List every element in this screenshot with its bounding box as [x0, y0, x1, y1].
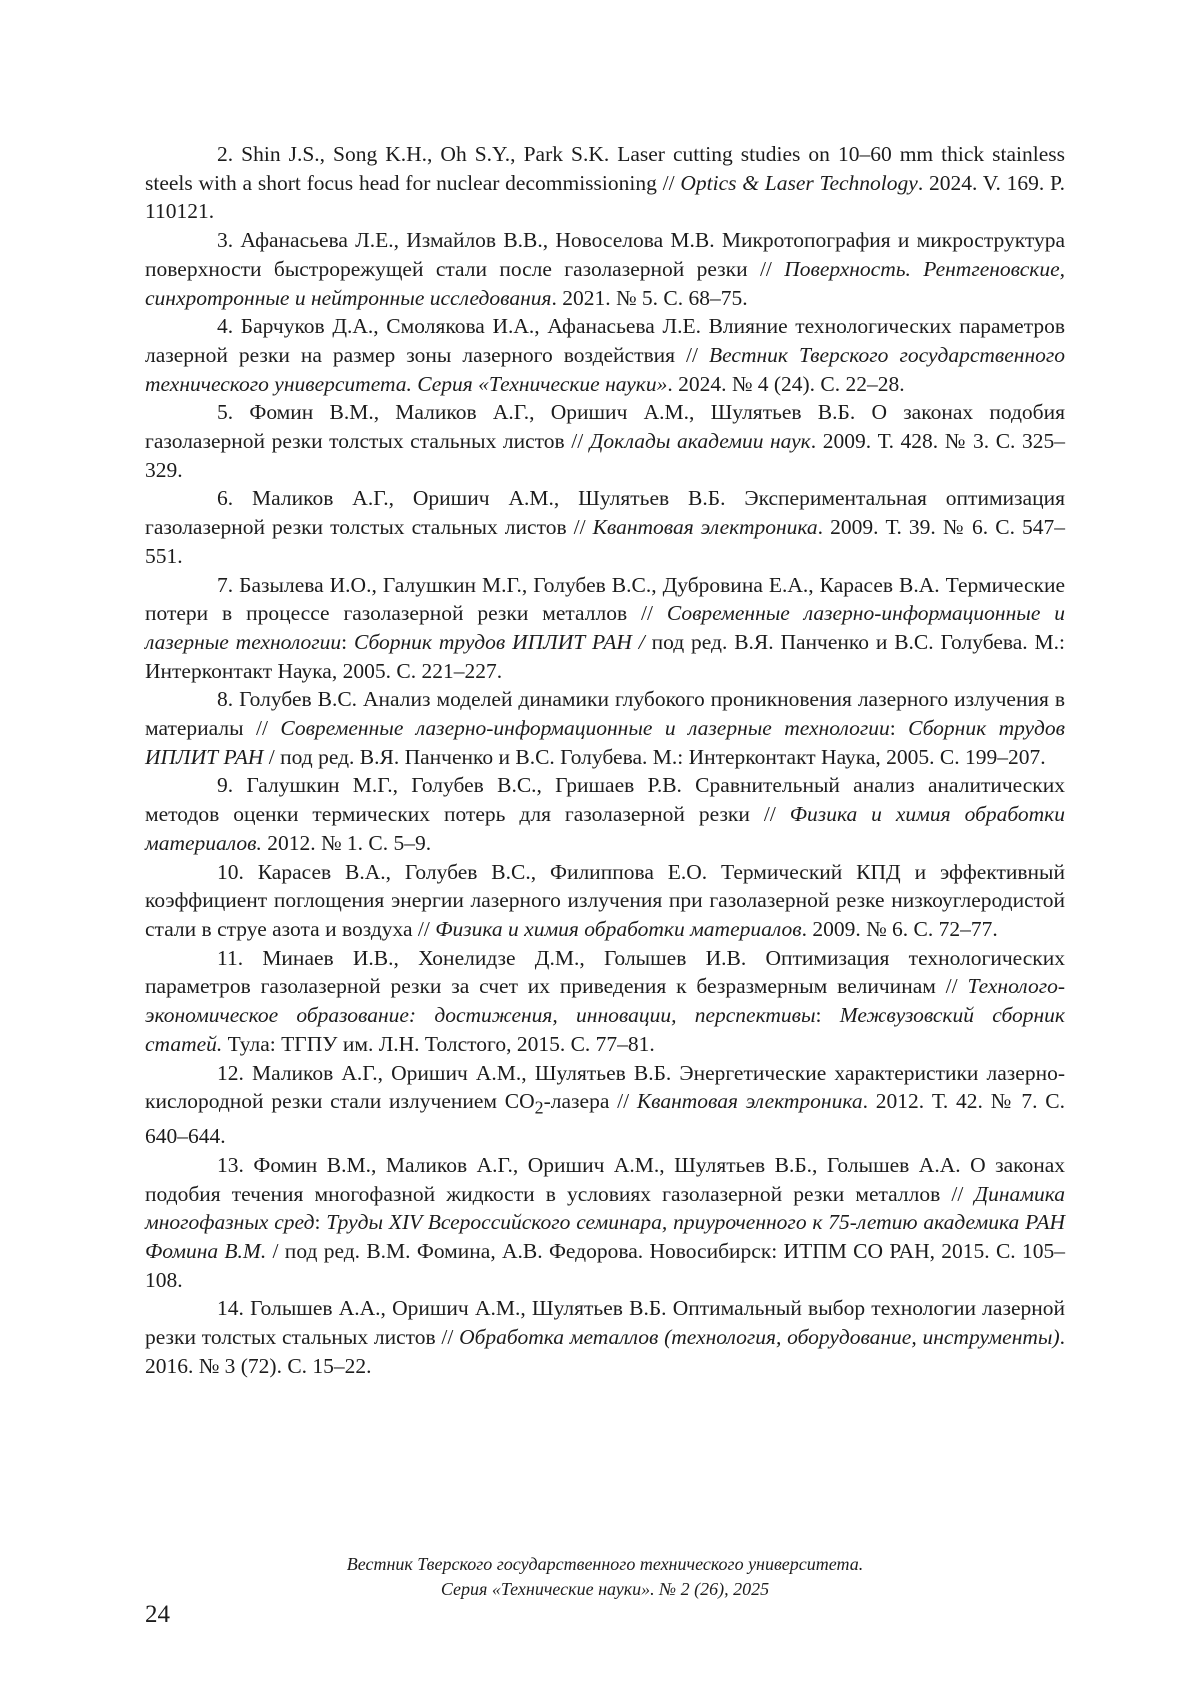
reference-text: Минаев И.В., Хонелидзе Д.М., Голышев И.В. Оптимизация технологических параметров газолазерной резки за счет их приведения к безразмерным величинам // [145, 946, 1065, 999]
reference-item [145, 398, 1065, 484]
reference-number: 5. [217, 400, 233, 424]
reference-number: 10. [217, 860, 244, 884]
reference-item [145, 226, 1065, 312]
reference-source: Современные лазерно-информационные и лазерные технологии [280, 716, 889, 740]
reference-item [145, 685, 1065, 771]
reference-source: Обработка металлов (технология, оборудование, инструменты) [459, 1325, 1060, 1349]
reference-list [145, 140, 1065, 1381]
reference-number: 7. [217, 573, 233, 597]
reference-text: -лазера // [544, 1089, 637, 1113]
reference-text: . 2021. № 5. С. 68–75. [551, 286, 747, 310]
reference-text: . 2009. Т. 39. № 6. С. 547–551. [145, 515, 1065, 568]
page-number: 24 [145, 1600, 170, 1630]
reference-number: 2. [217, 142, 233, 166]
reference-text: . 2009. Т. 428. № 3. С. 325–329. [145, 429, 1065, 482]
reference-text: 2012. № 1. С. 5–9. [262, 831, 431, 855]
reference-source: Динамика многофазных сред [145, 1182, 1065, 1235]
reference-item [145, 858, 1065, 944]
reference-source: Доклады академии наук [590, 429, 811, 453]
reference-text: . 2024. № 4 (24). С. 22–28. [667, 372, 904, 396]
reference-text: . 2009. № 6. С. 72–77. [802, 917, 998, 941]
reference-source: Optics & Laser Technology [680, 171, 917, 195]
reference-source: Квантовая электроника [593, 515, 818, 539]
reference-source: Труды XIV Всероссийского семинара, приуроченного к 75-летию академика РАН Фомина В.М. [145, 1210, 1065, 1263]
reference-text: Фомин В.М., Маликов А.Г., Оришич А.М., Шулятьев В.Б. О законах подобия газолазерной резки толстых стальных листов // [145, 400, 1065, 453]
reference-text: / под ред. В.Я. Панченко и В.С. Голубева. М.: Интерконтакт Наука, 2005. С. 199–207. [263, 745, 1045, 769]
reference-item [145, 771, 1065, 857]
reference-text: . 2012. Т. 42. № 7. С. 640–644. [145, 1089, 1065, 1148]
reference-item [145, 571, 1065, 686]
reference-text: : [314, 1210, 326, 1234]
reference-text: Фомин В.М., Маликов А.Г., Оришич А.М., Шулятьев В.Б., Голышев А.А. О законах подобия течения многофазной жидкости в условиях газолазерной резки металлов // [145, 1153, 1065, 1206]
reference-number: 14. [217, 1296, 244, 1320]
reference-text: Афанасьева Л.Е., Измайлов В.В., Новоселова М.В. Микротопография и микроструктура поверхности быстрорежущей стали после газолазерной резки // [145, 228, 1065, 281]
footer-line-1: Вестник Тверского государственного технического университета. [145, 1552, 1065, 1577]
reference-source: Технолого-экономическое образование: достижения, инновации, перспективы [145, 974, 1065, 1027]
reference-number: 8. [217, 687, 233, 711]
reference-text: Голубев В.С. Анализ моделей динамики глубокого проникновения лазерного излучения в материалы // [145, 687, 1065, 740]
reference-text: Базылева И.О., Галушкин М.Г., Голубев В.С., Дубровина Е.А., Карасев В.А. Термические потери в процессе газолазерной резки металлов // [145, 573, 1065, 626]
reference-number: 13. [217, 1153, 244, 1177]
reference-source: Физика и химия обработки материалов [435, 917, 801, 941]
reference-text: под ред. В.Я. Панченко и В.С. Голубева. М.: Интерконтакт Наука, 2005. С. 221–227. [145, 630, 1065, 683]
reference-item [145, 312, 1065, 398]
reference-number: 9. [217, 773, 233, 797]
reference-item [145, 1151, 1065, 1295]
reference-text: Барчуков Д.А., Смолякова И.А., Афанасьева Л.Е. Влияние технологических параметров лазерной резки на размер зоны лазерного воздействия // [145, 314, 1065, 367]
reference-item [145, 944, 1065, 1059]
reference-text: . 2024. V. 169. P. 110121. [145, 171, 1065, 224]
reference-source: Физика и химия обработки материалов. [145, 802, 1065, 855]
reference-number: 6. [217, 486, 233, 510]
reference-source: Вестник Тверского государственного технического университета. Серия «Технические науки» [145, 343, 1065, 396]
reference-source: Квантовая электроника [637, 1089, 863, 1113]
footer-line-2: Серия «Технические науки». № 2 (26), 2025 [145, 1577, 1065, 1602]
reference-source: Сборник трудов ИПЛИТ РАН / [354, 630, 645, 654]
reference-number: 4. [217, 314, 233, 338]
reference-text: Маликов А.Г., Оришич А.М., Шулятьев В.Б. Энергетические характеристики лазерно-кислородной резки стали излучением CO [145, 1061, 1065, 1114]
journal-footer [145, 1552, 1065, 1602]
reference-number: 11. [217, 946, 243, 970]
reference-text: Shin J.S., Song K.H., Oh S.Y., Park S.K. Laser cutting studies on 10–60 mm thick stainless steels with a short focus head for nuclear decommissioning // [145, 142, 1065, 195]
reference-text: 2 [535, 1098, 544, 1118]
reference-number: 12. [217, 1061, 244, 1085]
reference-text: Тула: ТГПУ им. Л.Н. Толстого, 2015. С. 77–81. [222, 1032, 655, 1056]
reference-item [145, 1059, 1065, 1151]
reference-text: : [816, 1003, 840, 1027]
reference-item [145, 1294, 1065, 1380]
reference-source: Сборник трудов ИПЛИТ РАН [145, 716, 1065, 769]
reference-source: Поверхность. Рентгеновские, синхротронные и нейтронные исследования [145, 257, 1065, 310]
reference-source: Современные лазерно-информационные и лазерные технологии [145, 601, 1065, 654]
reference-text: : [890, 716, 908, 740]
reference-text: Галушкин М.Г., Голубев В.С., Гришаев Р.В. Сравнительный анализ аналитических методов оценки термических потерь для газолазерной резки // [145, 773, 1065, 826]
reference-text: Голышев А.А., Оришич А.М., Шулятьев В.Б. Оптимальный выбор технологии лазерной резки толстых стальных листов // [145, 1296, 1065, 1349]
reference-text: . 2016. № 3 (72). С. 15–22. [145, 1325, 1065, 1378]
reference-text: : [341, 630, 354, 654]
reference-text: Маликов А.Г., Оришич А.М., Шулятьев В.Б. Экспериментальная оптимизация газолазерной резки толстых стальных листов // [145, 486, 1065, 539]
reference-item [145, 484, 1065, 570]
reference-source: Межвузовский сборник статей. [145, 1003, 1065, 1056]
page [0, 0, 1200, 1697]
reference-text: Карасев В.А., Голубев В.С., Филиппова Е.О. Термический КПД и эффективный коэффициент поглощения энергии лазерного излучения при газолазерной резке низкоуглеродистой стали в струе азота и воздуха // [145, 860, 1065, 941]
reference-item [145, 140, 1065, 226]
reference-number: 3. [217, 228, 233, 252]
reference-text: / под ред. В.М. Фомина, А.В. Федорова. Новосибирск: ИТПМ СО РАН, 2015. С. 105–108. [145, 1239, 1065, 1292]
